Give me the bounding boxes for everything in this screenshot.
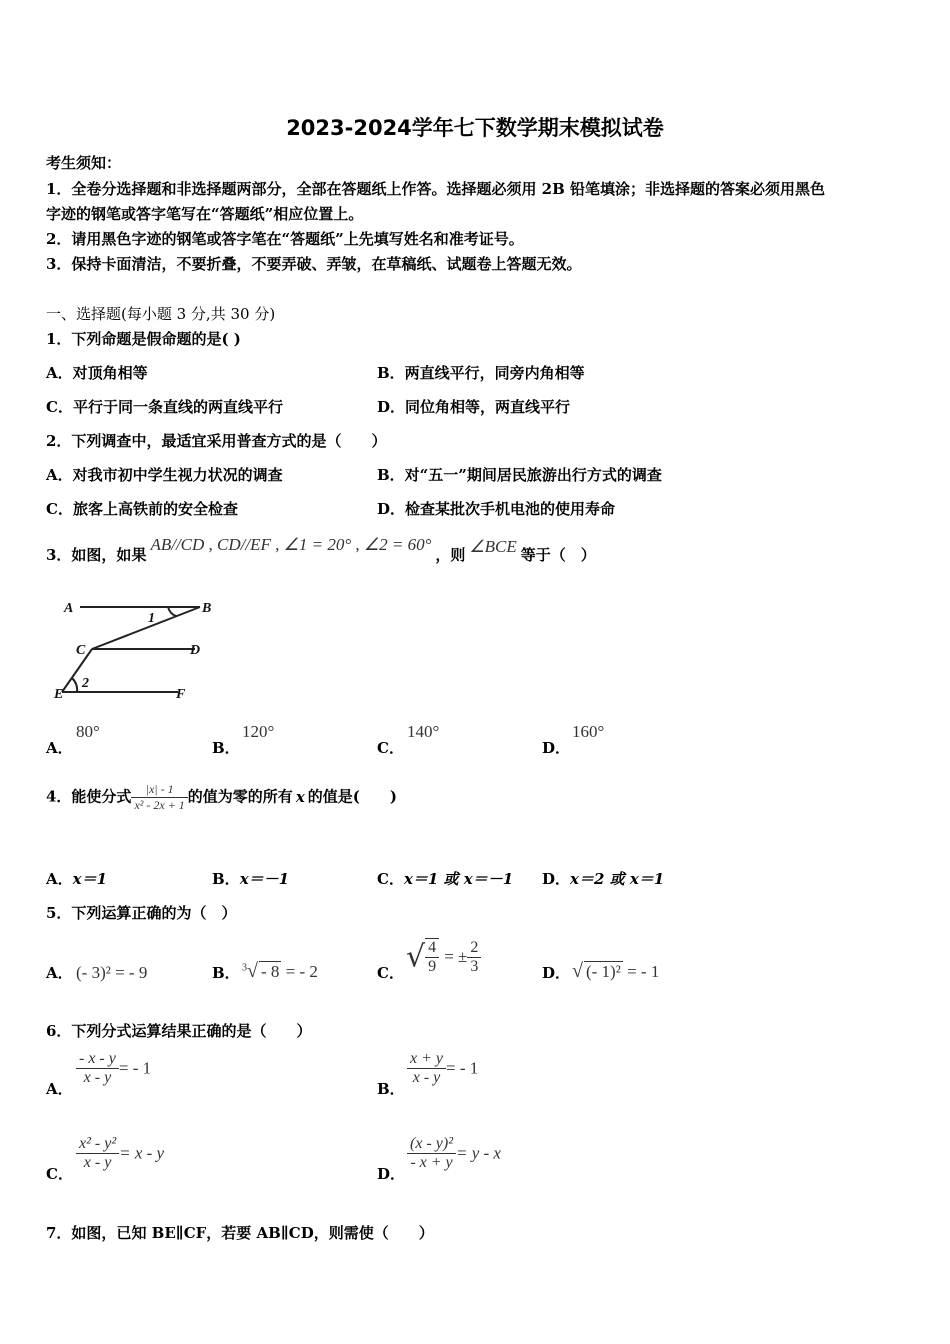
notice-line-2: 2．请用黑色字迹的钢笔或答字笔在“答题纸”上先填写姓名和准考证号。 [46, 230, 524, 248]
q6-stem: 6．下列分式运算结果正确的是（ ） [46, 1022, 312, 1040]
label-e: E [54, 687, 64, 702]
q3-stem [46, 535, 596, 565]
radical-icon: √ [247, 960, 258, 982]
q5-option-a-label: A． [46, 964, 73, 982]
label-b: B [202, 601, 212, 616]
q6-a-den: x - y [83, 1069, 112, 1086]
radical-icon: √ [406, 939, 426, 975]
q4-option-a [46, 868, 107, 889]
q3-lead: 3．如图，如果 [46, 546, 147, 564]
q3-option-c-value: 140° [407, 722, 440, 741]
q6-option-c-label: C． [46, 1165, 73, 1183]
label-d: D [190, 643, 201, 658]
q4-option-a-value: x＝1 [72, 870, 108, 888]
q5-stem: 5．下列运算正确的为（ ） [46, 904, 237, 922]
q4-option-b [212, 868, 289, 889]
q5-c-num: 4 [425, 939, 439, 958]
q3-figure [50, 592, 220, 707]
q5-option-c-expr [406, 938, 481, 976]
q6-option-d-label: D． [377, 1165, 406, 1183]
q4-lead: 4．能使分式 [46, 787, 132, 806]
q3-condition: AB//CD , CD//EF , ∠1 = 20° , ∠2 = 60° [150, 535, 432, 554]
q1-option-b: B．两直线平行，同旁内角相等 [377, 364, 585, 382]
q3-option-c-label: C． [377, 739, 404, 757]
q4-fraction [131, 782, 187, 813]
label-angle-2: 2 [82, 676, 89, 691]
q6-d-den: - x + y [410, 1154, 453, 1171]
q6-b-den: x - y [412, 1069, 441, 1086]
q3-option-d-value: 160° [572, 722, 605, 741]
label-f: F [176, 687, 186, 702]
q5-c-fraction [425, 938, 439, 976]
q6-option-b-expr [407, 1050, 478, 1087]
notice-line-1a: 1．全卷分选择题和非选择题两部分，全部在答题纸上作答。选择题必须用 2B 铅笔填涂；非选择题的答案必须用黑色 [46, 180, 826, 198]
q6-c-rest: = x - y [119, 1143, 165, 1163]
q6-b-rest: = - 1 [446, 1058, 479, 1078]
q3-option-b-value: 120° [242, 722, 275, 741]
q2-option-c: C．旅客上高铁前的安全检查 [46, 500, 238, 518]
q4-option-d-value: x＝2 或 x＝1 [570, 870, 665, 888]
q2-option-d: D．检查某批次手机电池的使用寿命 [377, 500, 616, 518]
notice-line-3: 3．保持卡面清洁，不要折叠，不要弄破、弄皱，在草稿纸、试题卷上答题无效。 [46, 255, 582, 273]
q6-a-num: - x - y [76, 1050, 119, 1069]
q6-c-den: x - y [83, 1154, 112, 1171]
q5-option-c-label: C． [377, 964, 404, 982]
q6-option-d-expr [407, 1135, 501, 1172]
q6-b-fraction [407, 1050, 446, 1087]
q7-stem: 7．如图，已知 BE∥CF，若要 AB∥CD，则需使（ ） [46, 1224, 434, 1242]
q6-d-rest: = y - x [455, 1143, 501, 1163]
q4-denominator: x² - 2x + 1 [134, 798, 185, 812]
q4-numerator: |x| - 1 [131, 782, 187, 798]
q5-c-den2: 3 [470, 957, 479, 975]
q6-a-rest: = - 1 [118, 1058, 152, 1078]
q6-a-fraction [76, 1050, 119, 1087]
notice-line-1b: 字迹的钢笔或答字笔写在“答题纸”相应位置上。 [46, 205, 364, 223]
angle-1-arc [168, 607, 176, 616]
q5-c-eq: = ± [444, 947, 468, 966]
q5-option-d-expr [572, 960, 659, 983]
q4-option-c [377, 868, 513, 889]
q3-option-d-label: D． [542, 739, 571, 757]
q5-c-fraction-2 [467, 939, 481, 976]
q6-option-a-label: A． [46, 1080, 73, 1098]
q3-tail: 等于（ ） [520, 546, 596, 564]
q1-option-a: A．对顶角相等 [46, 364, 148, 382]
q5-option-d-label: D． [542, 964, 571, 982]
q6-c-fraction [76, 1135, 119, 1172]
q4-option-b-value: x＝－1 [239, 870, 290, 888]
q5-c-num2: 2 [467, 939, 481, 958]
q6-d-fraction [407, 1135, 456, 1172]
q6-c-num: x² - y² [76, 1135, 119, 1154]
angle-2-arc [72, 678, 77, 692]
notice-heading: 考生须知： [46, 154, 122, 172]
q5-b-rest: = - 2 [285, 962, 318, 981]
label-c: C [76, 643, 86, 658]
line-bc [92, 607, 200, 649]
q5-c-den: 9 [428, 958, 437, 975]
q4-option-d-label: D． [542, 870, 571, 888]
q5-option-a-expr: (- 3)² = - 9 [76, 963, 148, 982]
q6-d-num: (x - y)² [407, 1135, 456, 1154]
q3-mid: ，则 [435, 546, 466, 564]
q5-option-b-expr [242, 960, 318, 983]
q6-option-b-label: B． [377, 1080, 405, 1098]
q4-tail2: 的值是( ) [307, 787, 397, 806]
page-title: 2023-2024学年七下数学期末模拟试卷 [286, 116, 664, 140]
q1-option-d: D．同位角相等，两直线平行 [377, 398, 571, 416]
q1-option-c: C．平行于同一条直线的两直线平行 [46, 398, 283, 416]
q4-option-b-label: B． [212, 870, 240, 888]
q5-d-radicand: (- 1)² [585, 962, 621, 981]
q6-option-c-expr [76, 1135, 164, 1172]
q6-b-num: x + y [407, 1050, 446, 1069]
radical-icon: √ [572, 960, 583, 982]
label-a: A [64, 601, 74, 616]
q2-option-a: A．对我市初中学生视力状况的调查 [46, 466, 283, 484]
section-heading: 一、选择题(每小题 3 分,共 30 分) [46, 305, 276, 323]
q5-b-radicand: - 8 [260, 962, 280, 981]
q4-option-c-label: C． [377, 870, 404, 888]
q5-d-rest: = - 1 [627, 962, 660, 981]
q5-b-root-index: 3 [242, 962, 247, 974]
q3-option-a-value: 80° [76, 722, 100, 741]
q4-stem [46, 782, 397, 813]
q6-option-a-expr [76, 1050, 151, 1087]
q4-var: x [295, 787, 305, 806]
q5-option-b-label: B． [212, 964, 240, 982]
label-angle-1: 1 [148, 611, 155, 626]
q4-tail: 的值为零的所有 [187, 787, 293, 806]
q1-stem: 1．下列命题是假命题的是( ) [46, 330, 241, 348]
q3-option-b-label: B． [212, 739, 240, 757]
q4-option-d [542, 868, 664, 889]
q3-option-a-label: A． [46, 739, 73, 757]
q2-stem: 2．下列调查中，最适宜采用普查方式的是（ ） [46, 432, 387, 450]
q4-option-c-value: x＝1 或 x＝－1 [403, 870, 514, 888]
q2-option-b: B．对“五一”期间居民旅游出行方式的调查 [377, 466, 662, 484]
q4-option-a-label: A． [46, 870, 73, 888]
q3-angle: ∠BCE [469, 537, 517, 556]
